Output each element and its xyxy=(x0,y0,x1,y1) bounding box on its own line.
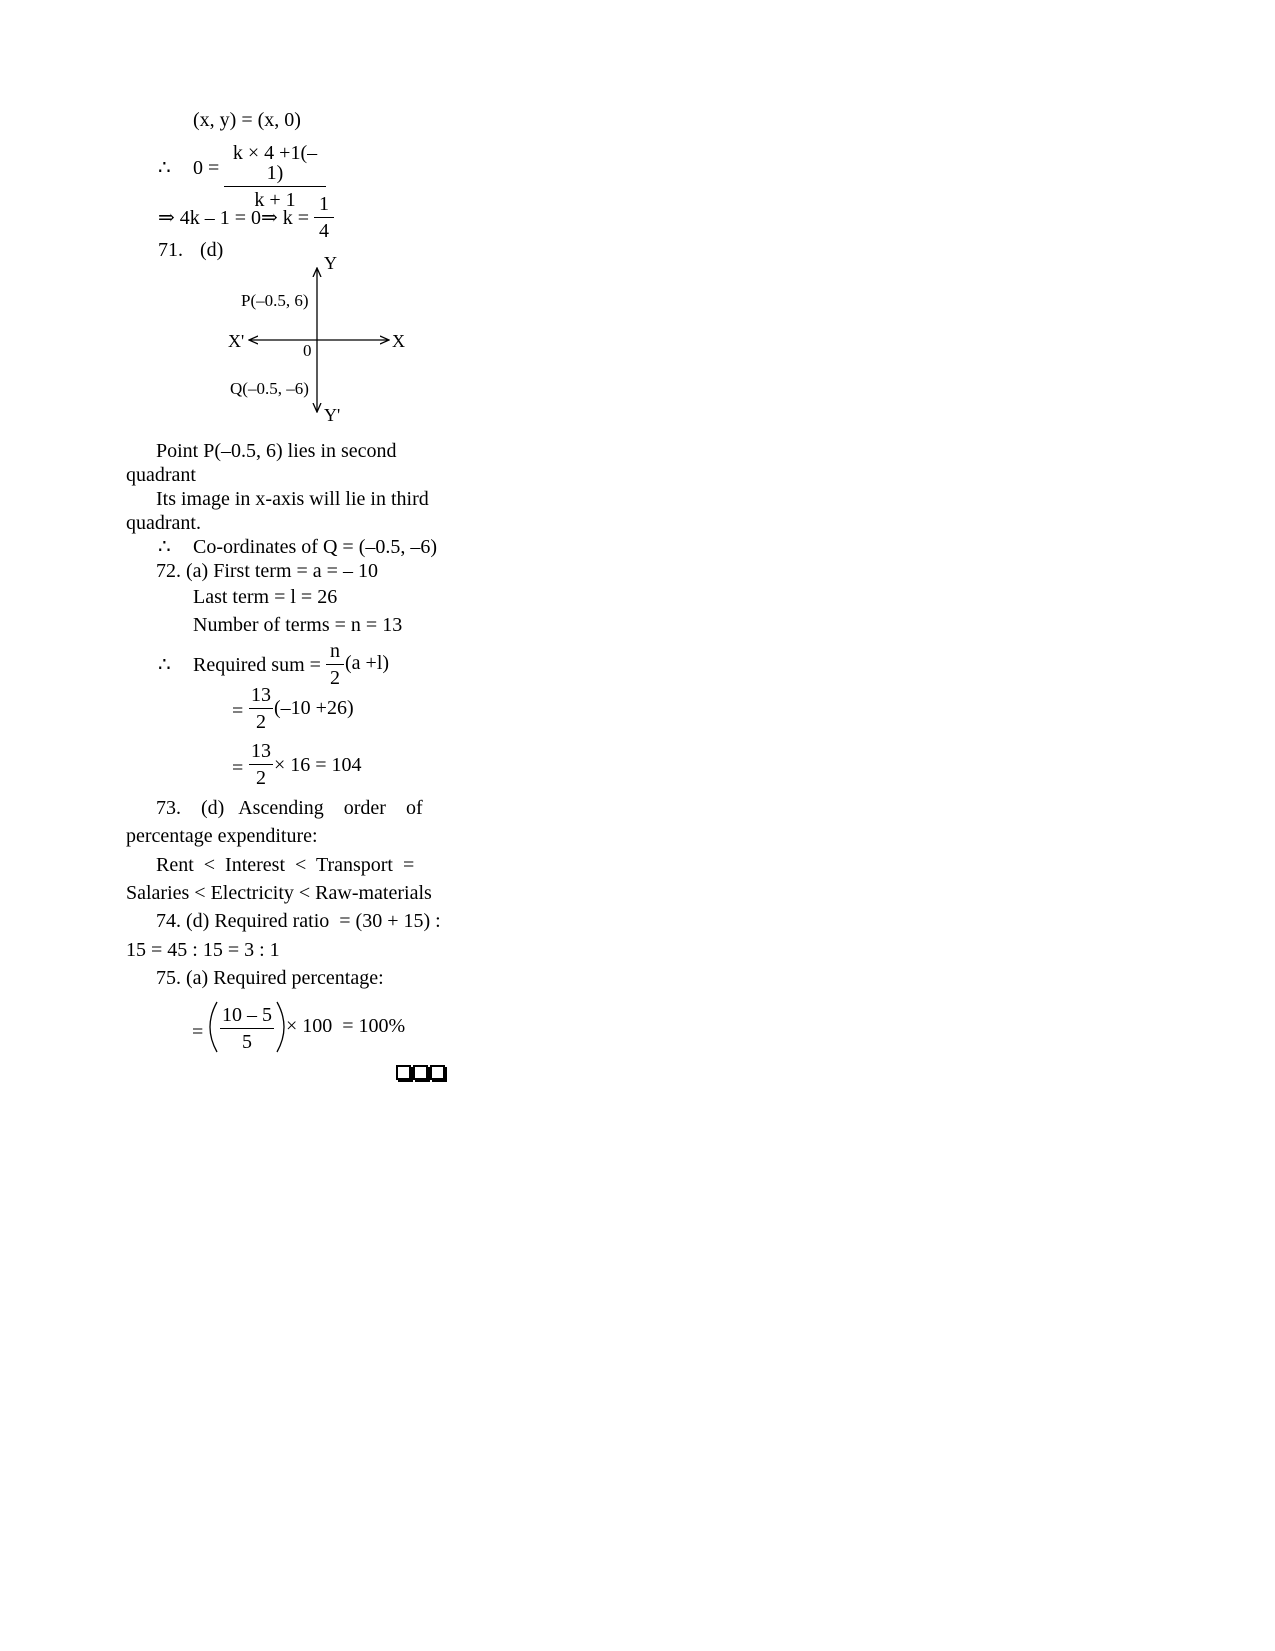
text-line: quadrant xyxy=(126,464,196,486)
equation-lhs: 0 = xyxy=(193,157,220,179)
y-axis-label: Y xyxy=(324,253,337,273)
text-line: 15 = 45 : 15 = 3 : 1 xyxy=(126,939,280,961)
text-line: 72. (a) First term = a = – 10 xyxy=(156,560,378,582)
x-prime-axis-label: X' xyxy=(228,331,245,351)
fraction-numerator: k × 4 +1(–1) xyxy=(232,142,318,184)
text-line: × 100 = 100% xyxy=(286,1015,406,1037)
equals-sign: = xyxy=(232,757,244,779)
therefore-symbol: ∴ xyxy=(158,654,171,676)
equals-sign: = xyxy=(192,1021,204,1043)
fraction-denominator: k + 1 xyxy=(254,189,296,211)
text-line: Its image in x-axis will lie in third xyxy=(156,488,429,510)
fraction-denominator: 2 xyxy=(256,711,266,733)
text-line: (a +l) xyxy=(345,652,390,674)
fraction-numerator: 10 – 5 xyxy=(222,1004,272,1026)
fraction-denominator: 2 xyxy=(330,667,340,689)
answer-option-71: (d) xyxy=(200,239,224,261)
section-end-marker xyxy=(396,1064,447,1084)
fraction-numerator: 13 xyxy=(251,740,271,762)
text-line: Number of terms = n = 13 xyxy=(193,614,403,636)
fraction-numerator: 13 xyxy=(251,684,271,706)
text-line: Co-ordinates of Q = (–0.5, –6) xyxy=(193,536,438,558)
equals-sign: = xyxy=(232,700,244,722)
fraction-denominator: 4 xyxy=(319,220,329,242)
text-line: Required sum = xyxy=(193,654,321,676)
right-paren xyxy=(277,1002,284,1052)
text-line: 73. (d) Ascending order of xyxy=(156,797,423,819)
therefore-symbol: ∴ xyxy=(158,536,171,558)
text-line: percentage expenditure: xyxy=(126,825,318,847)
end-box-icon xyxy=(396,1065,411,1080)
text-line: quadrant. xyxy=(126,512,201,534)
y-prime-axis-label: Y' xyxy=(324,405,341,425)
point-q-label: Q(–0.5, –6) xyxy=(230,379,309,398)
text-line: Point P(–0.5, 6) lies in second xyxy=(156,440,397,462)
end-box-icon xyxy=(413,1065,428,1080)
text-line: (–10 +26) xyxy=(274,697,354,719)
end-box-icon xyxy=(430,1065,445,1080)
text-line: Salaries < Electricity < Raw-materials xyxy=(126,882,432,904)
equation-xy: (x, y) = (x, 0) xyxy=(193,109,301,131)
left-paren xyxy=(210,1002,217,1052)
fraction-numerator: 1 xyxy=(319,193,329,215)
fraction-denominator: 2 xyxy=(256,767,266,789)
text-line: × 16 = 104 xyxy=(274,754,362,776)
fraction-denominator: 5 xyxy=(242,1031,252,1053)
k-solution-line: ⇒ 4k – 1 = 0⇒ k = xyxy=(158,207,310,229)
point-p-label: P(–0.5, 6) xyxy=(241,291,309,310)
text-line: 75. (a) Required percentage: xyxy=(156,967,384,989)
x-axis-label: X xyxy=(392,331,405,351)
text-line: Last term = l = 26 xyxy=(193,586,338,608)
origin-label: 0 xyxy=(303,341,312,360)
fraction-numerator: n xyxy=(330,640,340,662)
therefore-symbol: ∴ xyxy=(158,157,171,179)
text-line: Rent < Interest < Transport = xyxy=(156,854,415,876)
percentage-fraction xyxy=(220,1005,274,1052)
text-line: 74. (d) Required ratio = (30 + 15) : xyxy=(156,910,441,932)
question-number-71: 71. xyxy=(158,239,183,261)
